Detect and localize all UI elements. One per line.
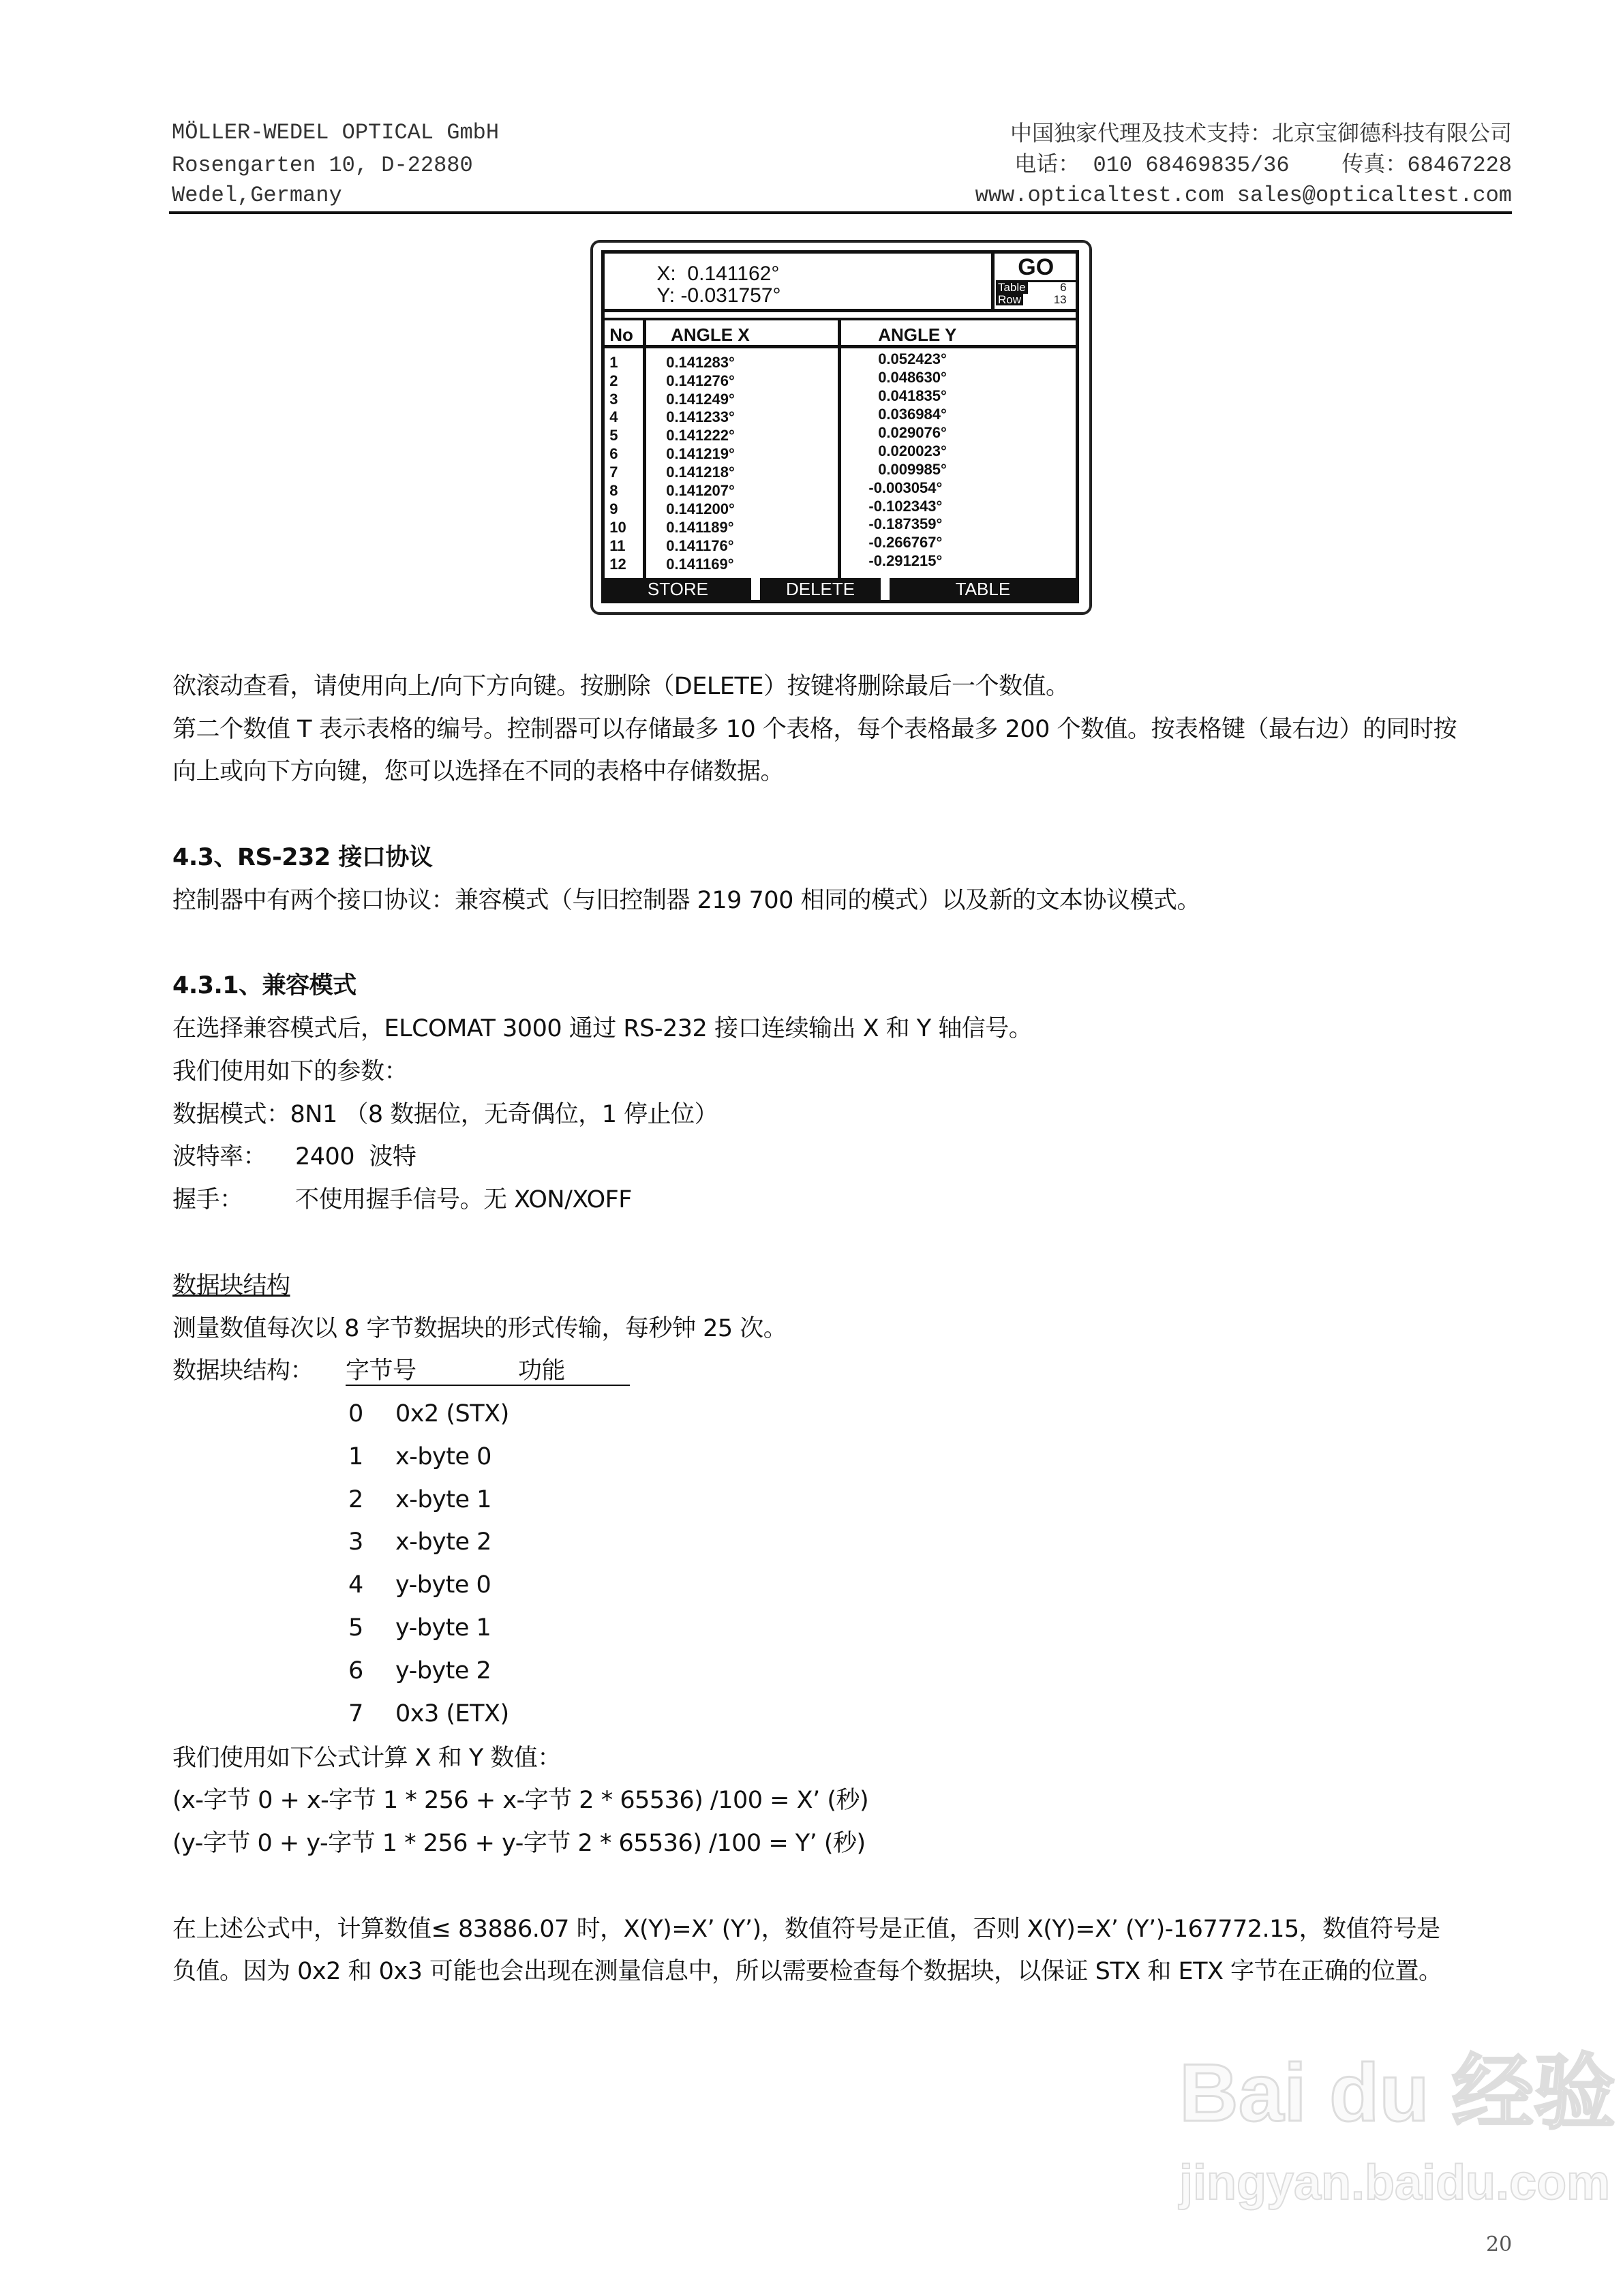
- divider: [605, 309, 1076, 312]
- col-angle-y: ANGLE Y: [878, 324, 957, 345]
- header-rule: [169, 211, 1512, 214]
- byte-function: y-byte 0: [395, 1571, 491, 1599]
- paragraph: 在上述公式中，计算数值≤ 83886.07 时，X(Y)=X’ (Y’)，数值符号是正值，否则 X(Y)=X’ (Y’)-167772.15，数值符号是: [172, 1916, 1440, 1943]
- angle-y-cell: -0.266767°: [868, 534, 943, 552]
- byte-number: 2: [348, 1485, 363, 1513]
- table-button[interactable]: TABLE: [890, 578, 1076, 600]
- x-label: X:: [656, 262, 676, 285]
- store-button[interactable]: STORE: [605, 578, 750, 600]
- divider: [838, 319, 841, 578]
- paragraph: 在选择兼容模式后，ELCOMAT 3000 通过 RS-232 接口连续输出 X 和 Y 轴信号。: [172, 1015, 1033, 1042]
- y-readout: [656, 284, 780, 307]
- angle-x-cell: 0.141283°: [666, 353, 735, 371]
- angle-x-cell: 0.141200°: [666, 500, 735, 518]
- agent-phone: 电话： 010 68469835/36 传真：68467228: [1014, 153, 1512, 178]
- angle-x-cell: 0.141218°: [666, 464, 735, 481]
- angle-x-cell: 0.141189°: [666, 519, 734, 537]
- agent-web[interactable]: www.opticaltest.com sales@opticaltest.com: [975, 183, 1512, 208]
- x-value: 0.141162°: [687, 262, 780, 285]
- byte-number: 0: [348, 1400, 363, 1428]
- angle-y-cell: -0.102343°: [868, 497, 943, 515]
- angle-y-cell: 0.020023°: [878, 442, 947, 459]
- byte-function: x-byte 0: [395, 1442, 491, 1470]
- paragraph: 负值。因为 0x2 和 0x3 可能也会出现在测量信息中，所以需要检查每个数据块，以保证 STX 和 ETX 字节在正确的位置。: [172, 1958, 1442, 1985]
- byte-number: 4: [348, 1571, 363, 1599]
- paragraph: 第二个数值 T 表示表格的编号。控制器可以存储最多 10 个表格，每个表格最多 200 个数值。按表格键（最右边）的同时按: [172, 716, 1457, 743]
- company-name: MÖLLER-WEDEL OPTICAL GmbH: [172, 120, 500, 145]
- angle-y-cell: -0.003054°: [868, 479, 943, 496]
- subsection-heading: 4.3.1、兼容模式: [172, 972, 357, 999]
- divider: [991, 254, 995, 309]
- angle-x-cell: 0.141207°: [666, 482, 735, 500]
- angle-x-cell: 0.141249°: [666, 390, 735, 408]
- struct-col-byte: 字节号: [346, 1357, 416, 1385]
- row-value: 13: [1053, 293, 1067, 307]
- display-screen: [601, 250, 1079, 603]
- byte-number: 7: [348, 1700, 363, 1727]
- angle-x-cell: 0.141169°: [666, 555, 734, 573]
- table-label: Table: [996, 281, 1028, 294]
- baidu-watermark: [1159, 2038, 1616, 2229]
- formula-y: (y-字节 0 + y-字节 1 * 256 + y-字节 2 * 65536) /100 = Y’ (秒): [172, 1830, 866, 1857]
- section-heading: 4.3、RS-232 接口协议: [172, 844, 433, 871]
- angle-y-cell: -0.187359°: [868, 515, 943, 533]
- row-number: 11: [609, 537, 626, 554]
- paragraph: 测量数值每次以 8 字节数据块的形式传输，每秒钟 25 次。: [172, 1315, 787, 1342]
- byte-function: x-byte 2: [395, 1528, 491, 1556]
- byte-number: 6: [348, 1657, 363, 1685]
- byte-number: 1: [348, 1442, 363, 1470]
- angle-x-cell: 0.141233°: [666, 408, 735, 426]
- y-label: Y:: [656, 284, 676, 307]
- company-city: Wedel,Germany: [172, 183, 342, 208]
- angle-y-cell: 0.009985°: [878, 460, 947, 478]
- struct-col-function: 功能: [518, 1357, 566, 1385]
- paragraph: 我们使用如下公式计算 X 和 Y 数值：: [172, 1744, 561, 1772]
- param-baud-value: 2400 波特: [295, 1143, 416, 1170]
- angle-x-cell: 0.141222°: [666, 427, 735, 444]
- x-readout: [656, 262, 779, 286]
- paragraph: 控制器中有两个接口协议：兼容模式（与旧控制器 219 700 相同的模式）以及新的文本协议模式。: [172, 887, 1200, 914]
- col-no: No: [609, 324, 633, 345]
- agent-name: 中国独家代理及技术支持：北京宝御德科技有限公司: [1010, 120, 1512, 146]
- company-address: Rosengarten 10, D-22880: [172, 153, 473, 178]
- param-handshake-label: 握手：: [172, 1186, 243, 1213]
- row-number: 7: [609, 464, 618, 481]
- row-number: 9: [609, 500, 618, 518]
- byte-number: 3: [348, 1528, 363, 1556]
- angle-y-cell: 0.048630°: [878, 369, 947, 387]
- sub-heading: 数据块结构: [172, 1272, 290, 1299]
- row-number: 8: [609, 482, 618, 500]
- angle-x-cell: 0.141219°: [666, 445, 735, 463]
- angle-y-cell: -0.291215°: [868, 552, 943, 570]
- angle-y-cell: 0.029076°: [878, 423, 947, 441]
- watermark-url: jingyan.baidu.com: [1179, 2156, 1611, 2210]
- paragraph: 欲滚动查看，请使用向上/向下方向键。按删除（DELETE）按键将删除最后一个数值。: [172, 673, 1070, 700]
- row-number: 1: [609, 353, 618, 371]
- page-number: 20: [1486, 2233, 1513, 2256]
- row-number: 3: [609, 390, 618, 408]
- byte-number: 5: [348, 1614, 363, 1642]
- row-label: Row: [996, 294, 1023, 305]
- byte-function: y-byte 1: [395, 1614, 491, 1642]
- row-number: 5: [609, 427, 618, 444]
- param-baud-label: 波特率：: [172, 1143, 267, 1170]
- byte-function: y-byte 2: [395, 1657, 491, 1685]
- angle-y-cell: 0.036984°: [878, 405, 947, 423]
- angle-x-cell: 0.141176°: [666, 537, 734, 554]
- param-data-mode: 数据模式：8N1 （8 数据位，无奇偶位，1 停止位）: [172, 1101, 718, 1128]
- struct-label: 数据块结构：: [172, 1357, 314, 1385]
- delete-button[interactable]: DELETE: [760, 578, 880, 600]
- angle-y-cell: 0.041835°: [878, 387, 947, 404]
- byte-function: 0x2 (STX): [395, 1400, 509, 1428]
- angle-y-cell: 0.052423°: [878, 350, 947, 368]
- row-number: 12: [609, 555, 626, 573]
- paragraph: 向上或向下方向键，您可以选择在不同的表格中存储数据。: [172, 758, 785, 785]
- divider: [605, 345, 1076, 348]
- param-handshake-value: 不使用握手信号。无 XON/XOFF: [295, 1186, 632, 1213]
- y-value: -0.031757°: [680, 284, 781, 307]
- row-number: 10: [609, 519, 626, 537]
- row-number: 6: [609, 445, 618, 463]
- byte-function: x-byte 1: [395, 1485, 491, 1513]
- formula-x: (x-字节 0 + x-字节 1 * 256 + x-字节 2 * 65536) /100 = X’ (秒): [172, 1787, 869, 1814]
- struct-underline: [346, 1385, 630, 1386]
- row-number: 4: [609, 408, 618, 426]
- col-angle-x: ANGLE X: [671, 324, 750, 345]
- controller-display: [590, 240, 1092, 615]
- table-value: 6: [1060, 281, 1067, 294]
- byte-function: 0x3 (ETX): [395, 1700, 509, 1727]
- paragraph: 我们使用如下的参数：: [172, 1058, 408, 1085]
- divider: [643, 319, 646, 578]
- angle-x-cell: 0.141276°: [666, 372, 735, 389]
- row-number: 2: [609, 372, 618, 389]
- watermark-brand-logo: Bai du 经验: [1179, 2047, 1616, 2139]
- status-go: GO: [1018, 254, 1055, 280]
